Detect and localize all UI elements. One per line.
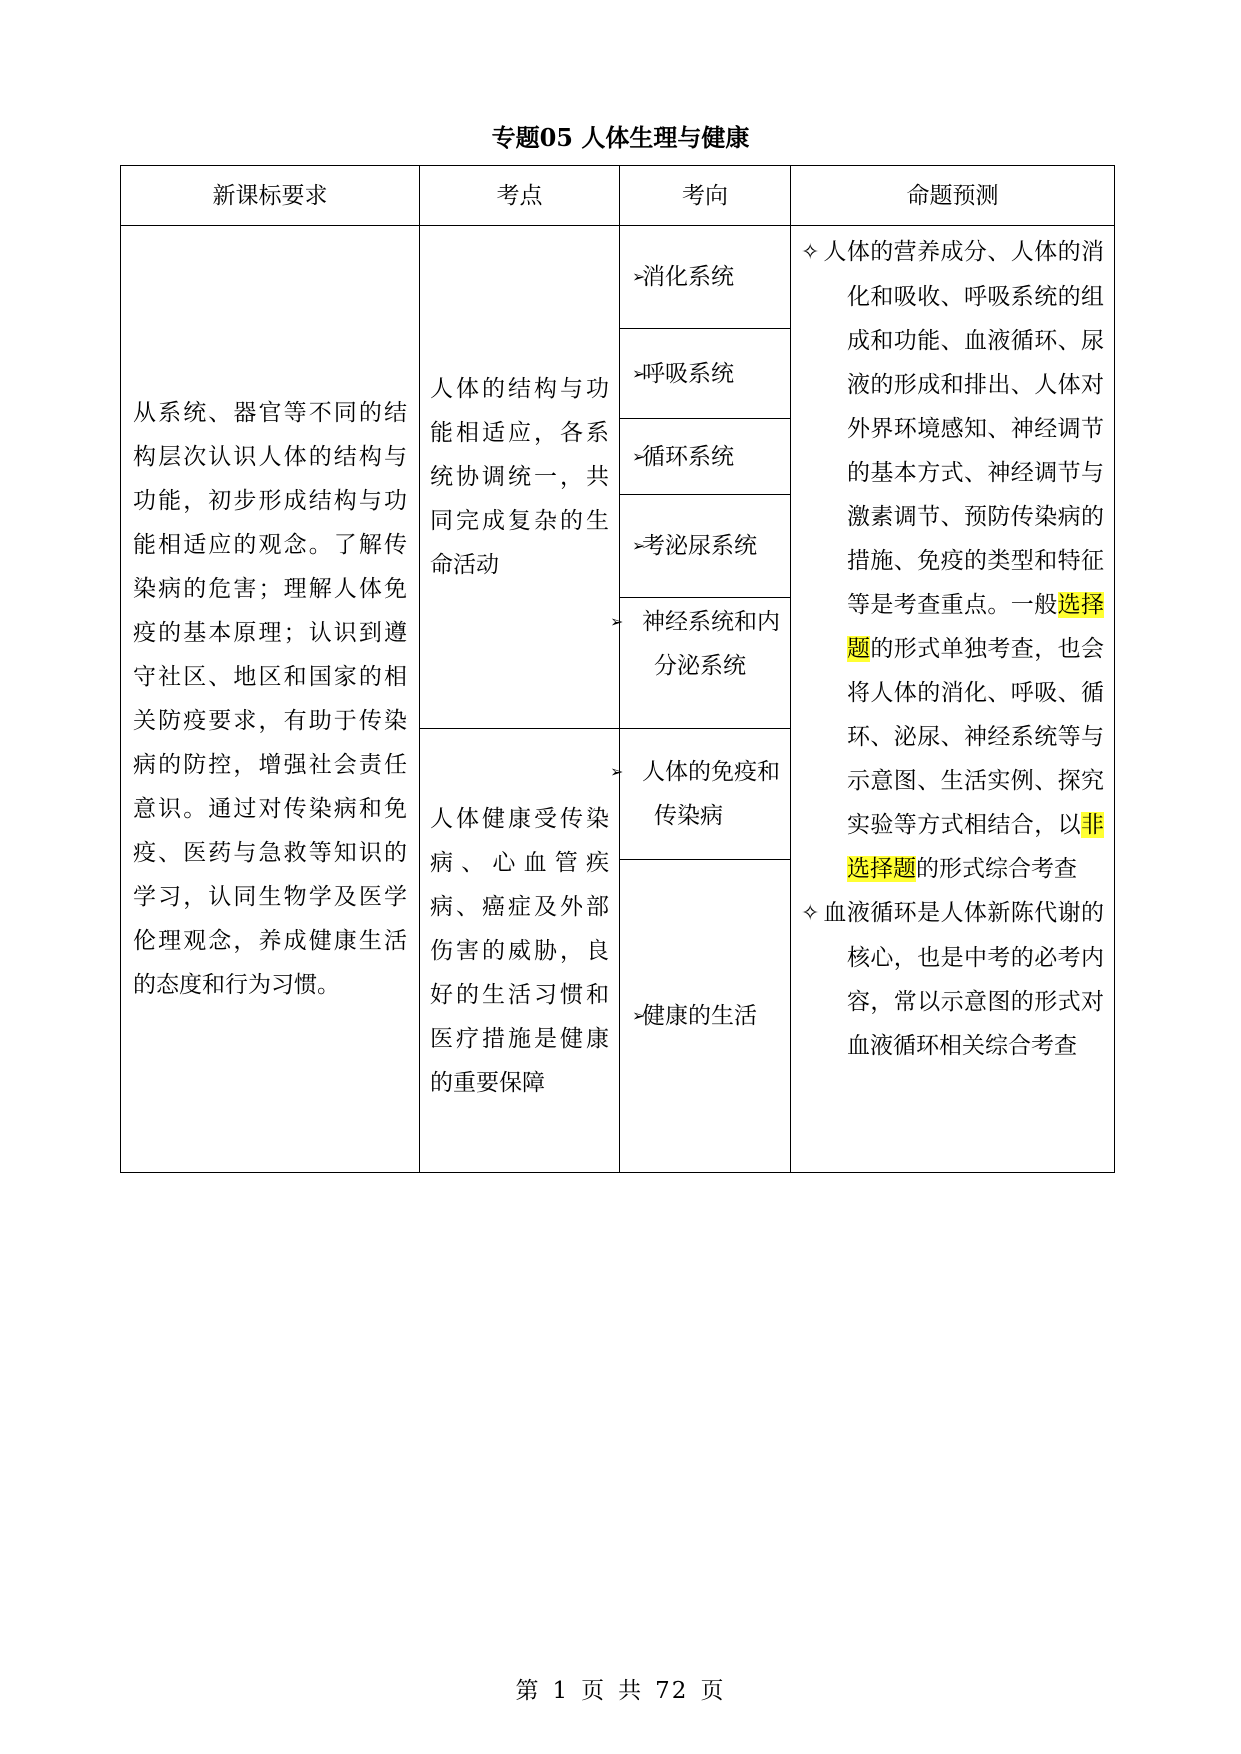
- kaodian-cell-structure: 人体的结构与功能相适应，各系统协调统一，共同完成复杂的生命活动: [420, 226, 620, 729]
- arrow-icon: ➢: [632, 363, 646, 383]
- kaoxiang-label: 消化系统: [642, 264, 734, 290]
- prediction-cell: [791, 226, 1115, 1173]
- kaoxiang-label: 健康的生活: [642, 1003, 757, 1029]
- kaoxiang-cell: [620, 495, 791, 598]
- prediction-text: 血液循环是人体新陈代谢的核心，也是中考的必考内容，常以示意图的形式对血液循环相关综合考查: [823, 900, 1104, 1059]
- header-kaoxiang: 考向: [620, 166, 791, 226]
- page-number: 1: [552, 1678, 570, 1704]
- footer-text: 第: [515, 1678, 541, 1704]
- prediction-text: 人体的营养成分、人体的消化和吸收、呼吸系统的组成和功能、血液循环、尿液的形成和排出、人体对外界环境感知、神经调节的基本方式、神经调节与激素调节、预防传染病的措施、免疫的类型和特征等是考查重点。一般: [823, 239, 1104, 618]
- arrow-icon: ➢: [632, 267, 646, 286]
- kaoxiang-label: 呼吸系统: [642, 360, 734, 387]
- kaoxiang-cell: [610, 598, 791, 729]
- kaoxiang-label: 循环系统: [642, 443, 734, 470]
- footer-text: 共: [618, 1678, 644, 1704]
- kaoxiang-cell: [620, 419, 791, 495]
- kaoxiang-label: 人体的免疫和传染病: [642, 759, 780, 829]
- page-footer: [0, 1672, 1241, 1705]
- syllabus-table: [120, 165, 1115, 1173]
- header-requirement: 新课标要求: [121, 166, 420, 226]
- diamond-bullet-icon: ✧: [801, 901, 820, 926]
- prediction-item: [801, 230, 1104, 891]
- footer-text: 页: [700, 1678, 726, 1704]
- page-total: 72: [655, 1678, 689, 1704]
- requirement-cell: 从系统、器官等不同的结构层次认识人体的结构与功能，初步形成结构与功能相适应的观念。了解传染病的危害；理解人体免疫的基本原理；认识到遵守社区、地区和国家的相关防疫要求，有助于传染病的防控，增强社会责任意识。通过对传染病和免疫、医药与急救等知识的学习，认同生物学及医学伦理观念，养成健康生活的态度和行为习惯。: [121, 226, 420, 1173]
- document-title: 专题05 人体生理与健康: [491, 123, 750, 152]
- kaodian-cell-health: 人体健康受传染病、心血管疾病、癌症及外部伤害的威胁，良好的生活习惯和医疗措施是健康的重要保障: [420, 729, 620, 1173]
- prediction-text: 的形式单独考查，也会将人体的消化、呼吸、循环、泌尿、神经系统等与示意图、生活实例、探究实验等方式相结合，以: [847, 636, 1105, 838]
- arrow-icon: ➢: [632, 1006, 646, 1025]
- kaoxiang-cell: [610, 729, 791, 860]
- table-row: [121, 226, 1115, 329]
- prediction-item: [801, 891, 1104, 1068]
- header-kaodian: 考点: [420, 166, 620, 226]
- kaoxiang-cell: [620, 329, 791, 419]
- footer-text: 页: [581, 1678, 607, 1704]
- kaoxiang-cell: [620, 860, 791, 1173]
- kaoxiang-label: 神经系统和内分泌系统: [642, 609, 780, 679]
- arrow-icon: ➢: [632, 536, 646, 555]
- table-header-row: [121, 166, 1115, 226]
- arrow-icon: ➢: [632, 446, 646, 466]
- kaoxiang-cell: [620, 226, 791, 329]
- arrow-icon: ➢: [610, 762, 624, 781]
- kaoxiang-label: 考泌尿系统: [642, 533, 757, 559]
- highlight-non-choice-question: 非选择题: [847, 812, 1104, 882]
- highlight-choice-question: 选择题: [847, 592, 1105, 662]
- header-prediction: 命题预测: [791, 166, 1115, 226]
- diamond-bullet-icon: ✧: [801, 240, 820, 265]
- prediction-text: 的形式综合考查: [916, 856, 1077, 882]
- arrow-icon: ➢: [610, 612, 624, 631]
